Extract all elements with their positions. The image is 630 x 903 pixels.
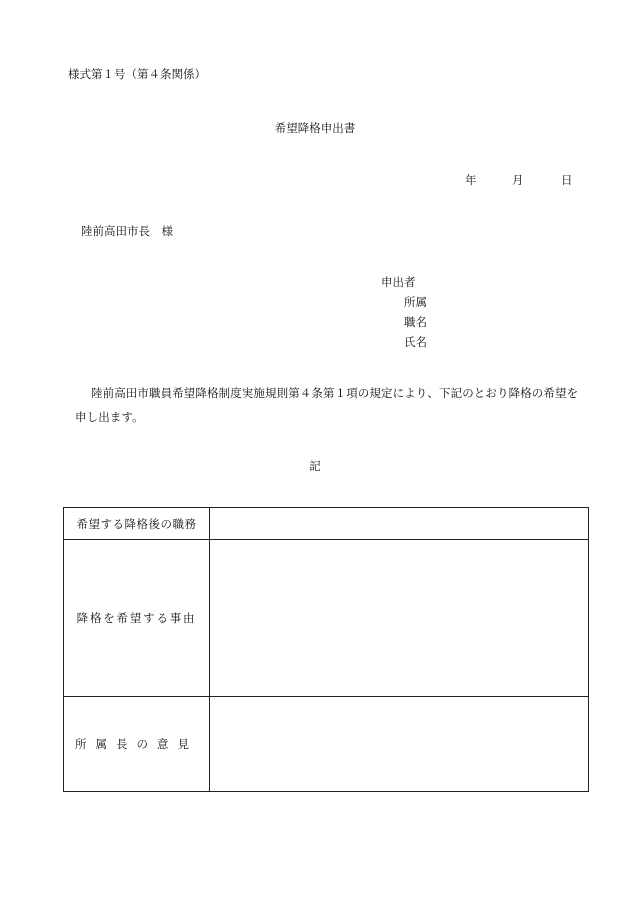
applicant-heading: 申出者 [381, 275, 416, 289]
addressee: 陸前高田市長 様 [81, 224, 173, 238]
affiliation-label: 所属 [404, 295, 427, 309]
supervisor-opinion-field[interactable] [210, 697, 589, 792]
date-year-label: 年 [465, 173, 477, 187]
date-month-label: 月 [512, 173, 524, 187]
reason-label: 降格を希望する事由 [64, 540, 210, 697]
ki-label: 記 [309, 459, 321, 473]
date-day-label: 日 [561, 173, 573, 187]
table-row-supervisor-opinion [64, 697, 589, 792]
request-table [63, 507, 589, 792]
position-label: 職名 [404, 315, 427, 329]
desired-duty-label: 希望する降格後の職務 [64, 508, 210, 540]
desired-duty-field[interactable] [210, 508, 589, 540]
reason-field[interactable] [210, 540, 589, 697]
table-row-desired-duty [64, 508, 589, 540]
name-label: 氏名 [404, 335, 427, 349]
table-row-reason [64, 540, 589, 697]
body-text: 陸前高田市職員希望降格制度実施規則第４条第１項の規定により、下記のとおり降格の希望を申し出ます。 [75, 386, 579, 424]
form-number: 様式第１号（第４条関係） [68, 67, 206, 81]
form-title: 希望降格申出書 [274, 121, 356, 135]
supervisor-opinion-label: 所属長の意見 [64, 697, 210, 792]
